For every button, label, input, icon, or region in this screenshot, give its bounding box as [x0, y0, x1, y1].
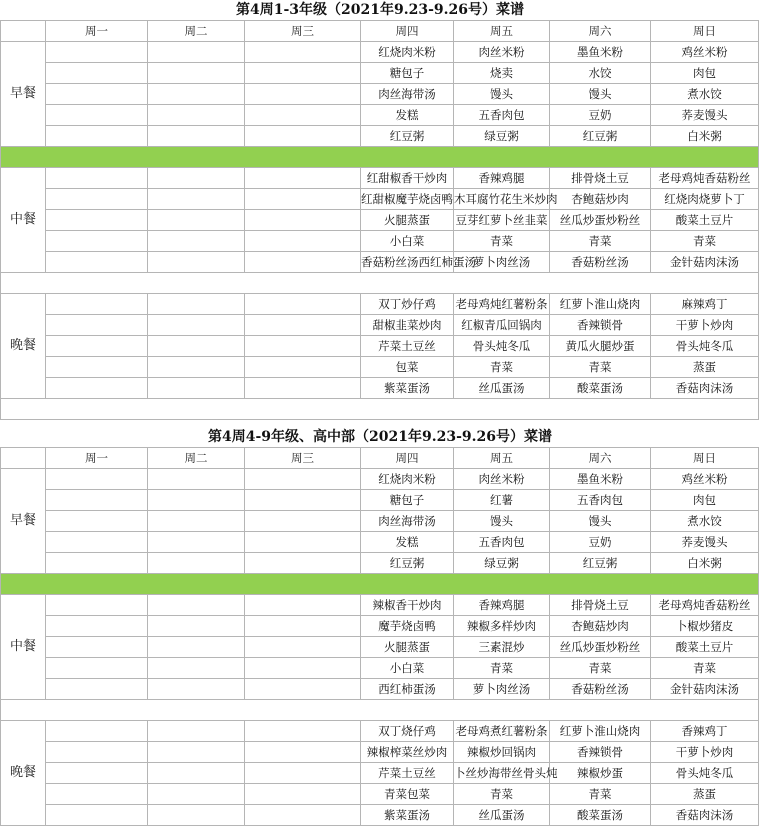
dish-cell: 辣椒炒回锅肉: [454, 742, 550, 763]
dish-cell: [148, 63, 245, 84]
dish-cell: 老母鸡炖香菇粉丝: [651, 168, 759, 189]
green-separator-row: [1, 574, 759, 595]
header-row: [1, 448, 759, 469]
dish-cell: 辣椒炒蛋: [550, 763, 651, 784]
dish-cell: [148, 679, 245, 700]
dish-cell: 青菜: [550, 357, 651, 378]
dish-cell: 丝瓜蛋汤: [454, 805, 550, 826]
dish-cell: 双丁炒仔鸡: [361, 294, 454, 315]
dish-cell: [46, 490, 148, 511]
dish-cell: 骨头炖冬瓜: [651, 763, 759, 784]
dish-cell: [245, 721, 361, 742]
day-header: 周五: [454, 448, 550, 469]
dish-cell: 水饺: [550, 63, 651, 84]
dish-cell: [148, 490, 245, 511]
dish-cell: [148, 784, 245, 805]
dish-cell: 丝瓜炒蛋炒粉丝: [550, 637, 651, 658]
dish-cell: [148, 42, 245, 63]
dish-cell: [148, 336, 245, 357]
menu-row: [1, 42, 759, 63]
dish-cell: [245, 784, 361, 805]
menu-row: [1, 315, 759, 336]
dish-cell: 墨鱼米粉: [550, 42, 651, 63]
dish-cell: 老母鸡炖红薯粉条: [454, 294, 550, 315]
dish-cell: 甜椒韭菜炒肉: [361, 315, 454, 336]
dish-cell: 辣椒多样炒肉: [454, 616, 550, 637]
dish-cell: 墨鱼米粉: [550, 469, 651, 490]
menu-row: [1, 511, 759, 532]
dish-cell: 肉丝米粉: [454, 469, 550, 490]
dish-cell: 卜椒炒猪皮: [651, 616, 759, 637]
menu-row: [1, 469, 759, 490]
day-header: 周六: [550, 21, 651, 42]
dish-cell: [245, 595, 361, 616]
dish-cell: [245, 805, 361, 826]
dish-cell: [245, 637, 361, 658]
separator-cell: [1, 574, 759, 595]
meal-label: 中餐: [1, 595, 46, 700]
dish-cell: [46, 252, 148, 273]
separator-cell: [1, 273, 759, 294]
dish-cell: 西红柿蛋汤: [361, 679, 454, 700]
dish-cell: 青菜: [454, 658, 550, 679]
section-title: 第4周4-9年级、高中部（2021年9.23-9.26号）菜谱: [207, 429, 552, 445]
dish-cell: [46, 84, 148, 105]
dish-cell: [245, 315, 361, 336]
dish-cell: [46, 679, 148, 700]
dish-cell: 白米粥: [651, 553, 759, 574]
dish-cell: [46, 469, 148, 490]
dish-cell: [46, 336, 148, 357]
menu-row: [1, 126, 759, 147]
menu-row: [1, 294, 759, 315]
dish-cell: 红豆粥: [361, 553, 454, 574]
separator-cell: [1, 147, 759, 168]
dish-cell: 卜丝炒海带丝骨头炖: [454, 763, 550, 784]
dish-cell: 白米粥: [651, 126, 759, 147]
dish-cell: [46, 168, 148, 189]
menu-row: [1, 721, 759, 742]
dish-cell: 香辣鸡腿: [454, 168, 550, 189]
dish-cell: 青菜: [454, 784, 550, 805]
dish-cell: [46, 805, 148, 826]
dish-cell: 酸菜蛋汤: [550, 378, 651, 399]
dish-cell: [46, 763, 148, 784]
day-header: 周日: [651, 21, 759, 42]
dish-cell: 糖包子: [361, 63, 454, 84]
dish-cell: 小白菜: [361, 231, 454, 252]
dish-cell: 红豆粥: [550, 126, 651, 147]
dish-cell: 肉丝海带汤: [361, 84, 454, 105]
blank-separator-row: [1, 700, 759, 721]
corner-cell: [1, 21, 46, 42]
separator-cell: [1, 700, 759, 721]
dish-cell: 红甜椒魔芋烧卤鸭: [361, 189, 454, 210]
dish-cell: 干萝卜炒肉: [651, 315, 759, 336]
dish-cell: 青菜: [651, 231, 759, 252]
dish-cell: 青菜: [454, 357, 550, 378]
menu-row: [1, 637, 759, 658]
menu-row: [1, 616, 759, 637]
dish-cell: [46, 511, 148, 532]
dish-cell: 芹菜土豆丝: [361, 336, 454, 357]
dish-cell: 青菜: [651, 658, 759, 679]
menu-row: [1, 210, 759, 231]
menu-row: [1, 231, 759, 252]
menu-row: [1, 658, 759, 679]
dish-cell: 红豆粥: [361, 126, 454, 147]
dish-cell: [148, 658, 245, 679]
day-header: 周五: [454, 21, 550, 42]
dish-cell: 麻辣鸡丁: [651, 294, 759, 315]
dish-cell: 绿豆粥: [454, 553, 550, 574]
dish-cell: 干萝卜炒肉: [651, 742, 759, 763]
dish-cell: 肉包: [651, 63, 759, 84]
dish-cell: [46, 231, 148, 252]
day-header: 周日: [651, 448, 759, 469]
blank-separator-row: [1, 273, 759, 294]
dish-cell: 金针菇肉沫汤: [651, 252, 759, 273]
dish-cell: 紫菜蛋汤: [361, 378, 454, 399]
menu-row: [1, 532, 759, 553]
dish-cell: 五香肉包: [550, 490, 651, 511]
dish-cell: 青菜包菜: [361, 784, 454, 805]
dish-cell: 萝卜肉丝汤: [454, 252, 550, 273]
dish-cell: 豆奶: [550, 532, 651, 553]
menu-row: [1, 805, 759, 826]
dish-cell: 红甜椒香干炒肉: [361, 168, 454, 189]
dish-cell: [46, 658, 148, 679]
dish-cell: [46, 315, 148, 336]
dish-cell: 丝瓜炒蛋炒粉丝: [550, 210, 651, 231]
day-header: 周一: [46, 21, 148, 42]
header-row: [1, 21, 759, 42]
dish-cell: 香辣鸡腿: [454, 595, 550, 616]
menu-row: [1, 252, 759, 273]
day-header: 周二: [148, 448, 245, 469]
menu-row: [1, 763, 759, 784]
dish-cell: [46, 294, 148, 315]
dish-cell: [148, 105, 245, 126]
dish-cell: 发糕: [361, 105, 454, 126]
blank-separator-row: [1, 399, 759, 420]
dish-cell: [46, 784, 148, 805]
dish-cell: [148, 231, 245, 252]
dish-cell: 红萝卜淮山烧肉: [550, 294, 651, 315]
dish-cell: [245, 63, 361, 84]
dish-cell: 火腿蒸蛋: [361, 210, 454, 231]
meal-label: 晚餐: [1, 721, 46, 826]
dish-cell: [245, 252, 361, 273]
dish-cell: [46, 532, 148, 553]
dish-cell: 骨头炖冬瓜: [454, 336, 550, 357]
dish-cell: [148, 763, 245, 784]
dish-cell: 排骨烧土豆: [550, 595, 651, 616]
dish-cell: [245, 336, 361, 357]
dish-cell: 木耳腐竹花生米炒肉: [454, 189, 550, 210]
dish-cell: 火腿蒸蛋: [361, 637, 454, 658]
menu-row: [1, 742, 759, 763]
dish-cell: 排骨烧土豆: [550, 168, 651, 189]
dish-cell: [245, 84, 361, 105]
day-header: 周四: [361, 448, 454, 469]
dish-cell: [148, 805, 245, 826]
meal-label: 早餐: [1, 469, 46, 574]
dish-cell: [148, 595, 245, 616]
dish-cell: [245, 742, 361, 763]
dish-cell: [245, 126, 361, 147]
dish-cell: 馒头: [550, 84, 651, 105]
dish-cell: [148, 742, 245, 763]
dish-cell: 香菇粉丝汤西红柿蛋汤: [361, 252, 454, 273]
dish-cell: 烧卖: [454, 63, 550, 84]
dish-cell: [245, 658, 361, 679]
section-title: 第4周1-3年级（2021年9.23-9.26号）菜谱: [235, 2, 524, 18]
dish-cell: 糖包子: [361, 490, 454, 511]
dish-cell: 煮水饺: [651, 84, 759, 105]
menu-row: [1, 84, 759, 105]
dish-cell: [46, 357, 148, 378]
dish-cell: [245, 294, 361, 315]
dish-cell: [245, 231, 361, 252]
dish-cell: [148, 357, 245, 378]
dish-cell: [148, 252, 245, 273]
dish-cell: 芹菜土豆丝: [361, 763, 454, 784]
dish-cell: [46, 742, 148, 763]
dish-cell: 蒸蛋: [651, 784, 759, 805]
dish-cell: 红烧肉米粉: [361, 42, 454, 63]
dish-cell: 小白菜: [361, 658, 454, 679]
dish-cell: 香辣锁骨: [550, 315, 651, 336]
dish-cell: 双丁烧仔鸡: [361, 721, 454, 742]
dish-cell: 五香肉包: [454, 532, 550, 553]
dish-cell: [245, 210, 361, 231]
menu-row: [1, 357, 759, 378]
dish-cell: [245, 553, 361, 574]
dish-cell: 煮水饺: [651, 511, 759, 532]
menu-row: [1, 378, 759, 399]
dish-cell: [148, 532, 245, 553]
dish-cell: 鸡丝米粉: [651, 469, 759, 490]
dish-cell: [245, 357, 361, 378]
day-header: 周三: [245, 21, 361, 42]
dish-cell: 绿豆粥: [454, 126, 550, 147]
dish-cell: 金针菇肉沫汤: [651, 679, 759, 700]
menu-table: [0, 447, 759, 826]
menu-row: [1, 679, 759, 700]
dish-cell: [46, 63, 148, 84]
dish-cell: [148, 469, 245, 490]
dish-cell: 包菜: [361, 357, 454, 378]
dish-cell: 五香肉包: [454, 105, 550, 126]
dish-cell: 红烧肉烧萝卜丁: [651, 189, 759, 210]
dish-cell: 酸菜土豆片: [651, 637, 759, 658]
dish-cell: 红椒青瓜回锅肉: [454, 315, 550, 336]
dish-cell: [148, 126, 245, 147]
menu-row: [1, 490, 759, 511]
menu-row: [1, 189, 759, 210]
dish-cell: [245, 763, 361, 784]
dish-cell: [245, 469, 361, 490]
dish-cell: 青菜: [550, 784, 651, 805]
day-header: 周三: [245, 448, 361, 469]
dish-cell: 香菇肉沫汤: [651, 805, 759, 826]
dish-cell: 骨头炖冬瓜: [651, 336, 759, 357]
dish-cell: [46, 616, 148, 637]
dish-cell: 肉丝米粉: [454, 42, 550, 63]
dish-cell: [148, 189, 245, 210]
dish-cell: [148, 616, 245, 637]
dish-cell: 红萝卜淮山烧肉: [550, 721, 651, 742]
dish-cell: [148, 84, 245, 105]
dish-cell: [245, 679, 361, 700]
dish-cell: [148, 168, 245, 189]
dish-cell: 馒头: [454, 84, 550, 105]
dish-cell: 肉丝海带汤: [361, 511, 454, 532]
dish-cell: 馒头: [550, 511, 651, 532]
dish-cell: 香菇粉丝汤: [550, 679, 651, 700]
dish-cell: 老母鸡炖香菇粉丝: [651, 595, 759, 616]
dish-cell: [46, 595, 148, 616]
menu-row: [1, 336, 759, 357]
meal-label: 中餐: [1, 168, 46, 273]
dish-cell: [46, 721, 148, 742]
dish-cell: [148, 721, 245, 742]
dish-cell: 青菜: [550, 231, 651, 252]
dish-cell: 荞麦馒头: [651, 532, 759, 553]
menu-row: [1, 595, 759, 616]
dish-cell: [245, 168, 361, 189]
meal-label: 早餐: [1, 42, 46, 147]
dish-cell: [245, 189, 361, 210]
dish-cell: [46, 42, 148, 63]
menu-table: [0, 20, 759, 420]
dish-cell: [46, 105, 148, 126]
dish-cell: 青菜: [550, 658, 651, 679]
corner-cell: [1, 448, 46, 469]
dish-cell: 肉包: [651, 490, 759, 511]
dish-cell: 酸菜土豆片: [651, 210, 759, 231]
dish-cell: 馒头: [454, 511, 550, 532]
dish-cell: [148, 637, 245, 658]
dish-cell: [148, 315, 245, 336]
dish-cell: 老母鸡煮红薯粉条: [454, 721, 550, 742]
dish-cell: 黄瓜火腿炒蛋: [550, 336, 651, 357]
dish-cell: 三素混炒: [454, 637, 550, 658]
menu-row: [1, 553, 759, 574]
dish-cell: 丝瓜蛋汤: [454, 378, 550, 399]
dish-cell: [148, 210, 245, 231]
day-header: 周二: [148, 21, 245, 42]
dish-cell: [148, 378, 245, 399]
dish-cell: 豆奶: [550, 105, 651, 126]
dish-cell: 香菇粉丝汤: [550, 252, 651, 273]
dish-cell: 杏鲍菇炒肉: [550, 616, 651, 637]
dish-cell: 酸菜蛋汤: [550, 805, 651, 826]
dish-cell: 魔芋烧卤鸭: [361, 616, 454, 637]
green-separator-row: [1, 147, 759, 168]
dish-cell: 紫菜蛋汤: [361, 805, 454, 826]
dish-cell: 红烧肉米粉: [361, 469, 454, 490]
dish-cell: [148, 511, 245, 532]
dish-cell: [245, 616, 361, 637]
dish-cell: [245, 378, 361, 399]
dish-cell: 鸡丝米粉: [651, 42, 759, 63]
dish-cell: 红薯: [454, 490, 550, 511]
dish-cell: [245, 511, 361, 532]
dish-cell: [245, 42, 361, 63]
dish-cell: 香辣锁骨: [550, 742, 651, 763]
dish-cell: [245, 532, 361, 553]
dish-cell: 蒸蛋: [651, 357, 759, 378]
dish-cell: 发糕: [361, 532, 454, 553]
dish-cell: [46, 637, 148, 658]
menu-row: [1, 168, 759, 189]
menu-row: [1, 784, 759, 805]
dish-cell: [148, 294, 245, 315]
menu-row: [1, 63, 759, 84]
day-header: 周一: [46, 448, 148, 469]
dish-cell: [46, 210, 148, 231]
dish-cell: [148, 553, 245, 574]
separator-cell: [1, 399, 759, 420]
dish-cell: 辣椒香干炒肉: [361, 595, 454, 616]
dish-cell: [46, 553, 148, 574]
dish-cell: 辣椒榨菜丝炒肉: [361, 742, 454, 763]
dish-cell: 杏鲍菇炒肉: [550, 189, 651, 210]
dish-cell: 香菇肉沫汤: [651, 378, 759, 399]
dish-cell: [245, 105, 361, 126]
dish-cell: [46, 378, 148, 399]
dish-cell: [245, 490, 361, 511]
menu-row: [1, 105, 759, 126]
dish-cell: 青菜: [454, 231, 550, 252]
dish-cell: 豆芽红萝卜丝韭菜: [454, 210, 550, 231]
dish-cell: [46, 126, 148, 147]
dish-cell: [46, 189, 148, 210]
dish-cell: 香辣鸡丁: [651, 721, 759, 742]
dish-cell: 萝卜肉丝汤: [454, 679, 550, 700]
day-header: 周六: [550, 448, 651, 469]
meal-label: 晚餐: [1, 294, 46, 399]
dish-cell: 荞麦馒头: [651, 105, 759, 126]
day-header: 周四: [361, 21, 454, 42]
dish-cell: 红豆粥: [550, 553, 651, 574]
